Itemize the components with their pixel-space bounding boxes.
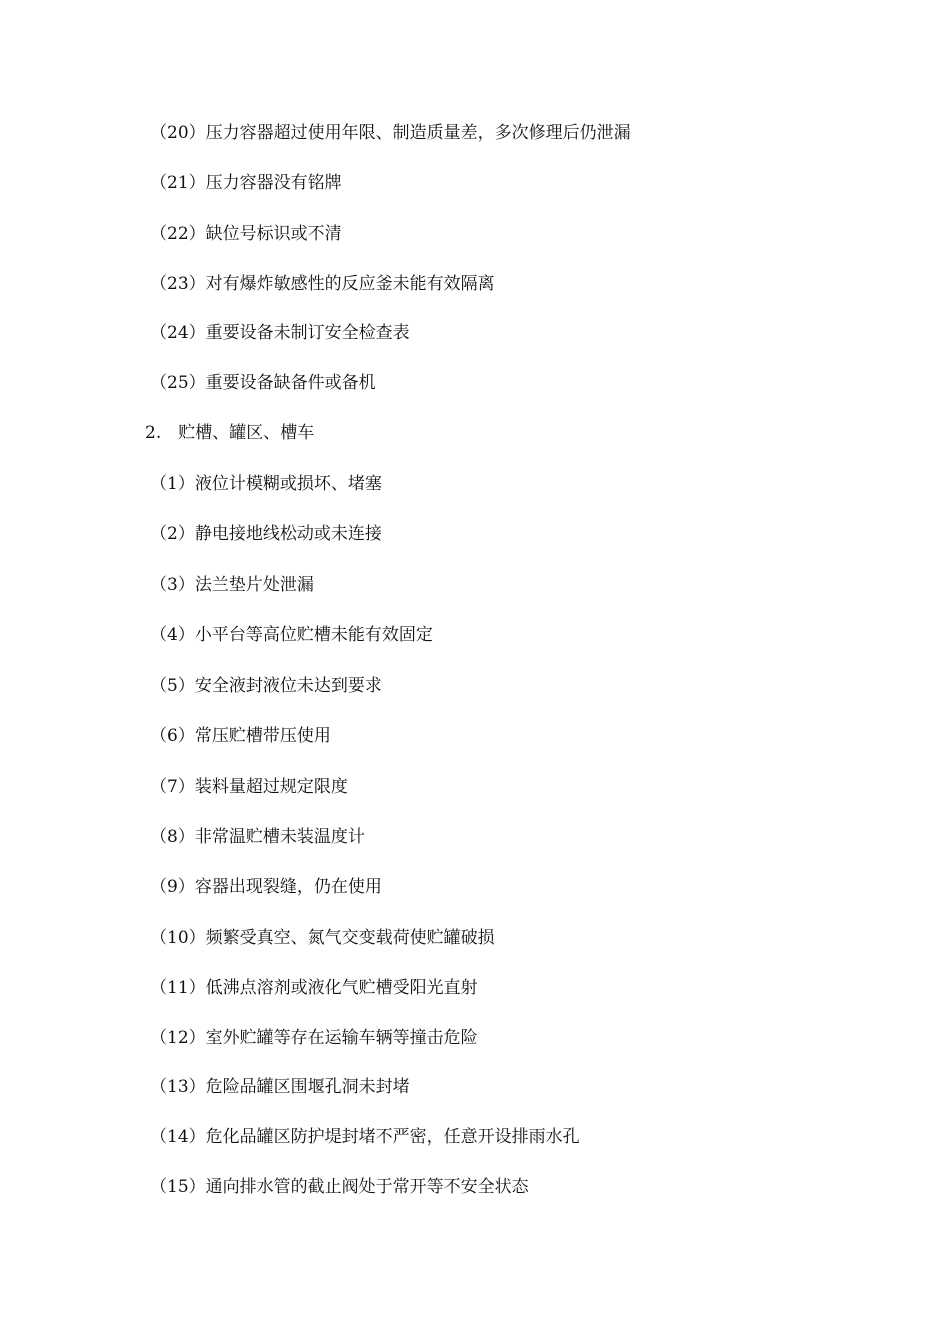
list-item: （10）频繁受真空、氮气交变载荷使贮罐破损 (150, 928, 495, 948)
list-item: （4）小平台等高位贮槽未能有效固定 (150, 625, 433, 645)
list-item: （8）非常温贮槽未装温度计 (150, 827, 365, 847)
list-item: （15）通向排水管的截止阀处于常开等不安全状态 (150, 1177, 529, 1197)
list-item: （12）室外贮罐等存在运输车辆等撞击危险 (150, 1028, 478, 1048)
list-item: （14）危化品罐区防护堤封堵不严密，任意开设排雨水孔 (150, 1127, 580, 1147)
list-item: （25）重要设备缺备件或备机 (150, 373, 376, 393)
list-item: （5）安全液封液位未达到要求 (150, 676, 382, 696)
list-item: （23）对有爆炸敏感性的反应釜未能有效隔离 (150, 274, 495, 294)
list-item: （1）液位计模糊或损坏、堵塞 (150, 474, 382, 494)
section-heading: 2. 贮槽、罐区、槽车 (145, 423, 315, 443)
list-item: （21）压力容器没有铭牌 (150, 173, 342, 193)
list-item: （7）装料量超过规定限度 (150, 777, 348, 797)
list-item: （22）缺位号标识或不清 (150, 224, 342, 244)
list-item: （3）法兰垫片处泄漏 (150, 575, 314, 595)
list-item: （24）重要设备未制订安全检查表 (150, 323, 410, 343)
list-item: （13）危险品罐区围堰孔洞未封堵 (150, 1077, 410, 1097)
list-item: （2）静电接地线松动或未连接 (150, 524, 382, 544)
list-item: （6）常压贮槽带压使用 (150, 726, 331, 746)
list-item: （20）压力容器超过使用年限、制造质量差，多次修理后仍泄漏 (150, 123, 631, 143)
list-item: （9）容器出现裂缝，仍在使用 (150, 877, 382, 897)
list-item: （11）低沸点溶剂或液化气贮槽受阳光直射 (150, 978, 478, 998)
